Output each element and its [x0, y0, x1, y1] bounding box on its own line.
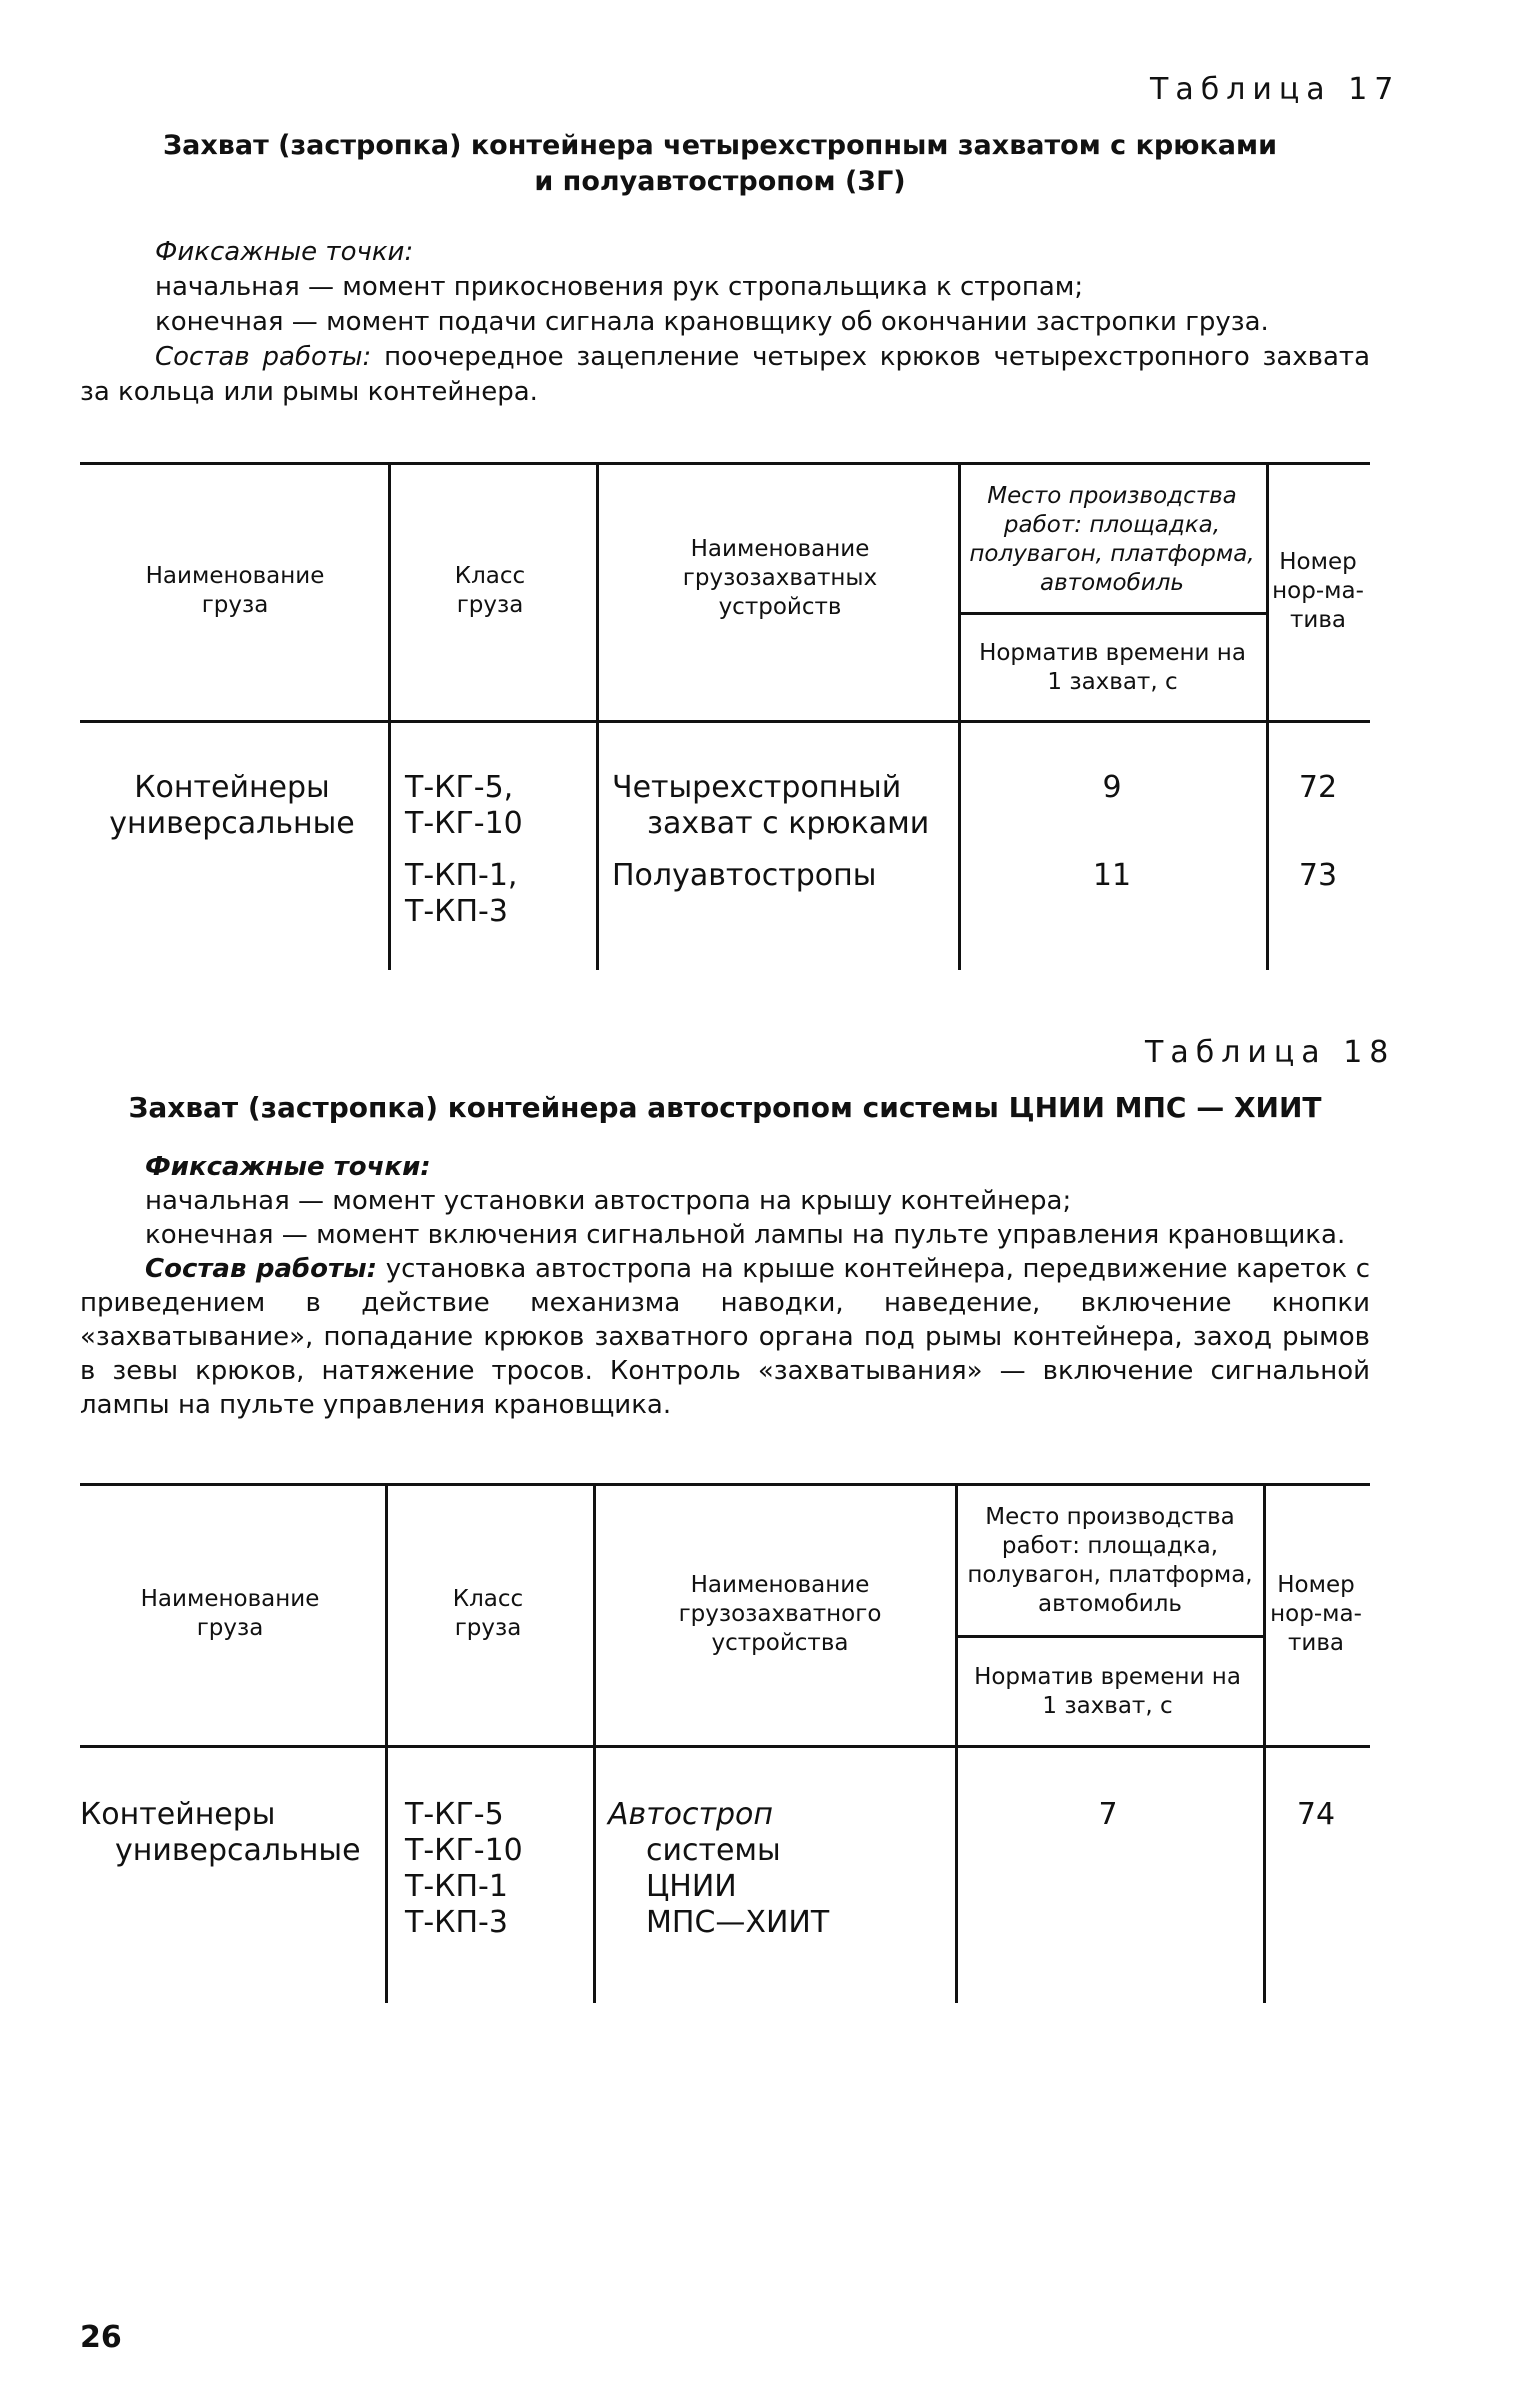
table17-header-cargo-name: Наименование груза [145, 563, 325, 618]
table17-work [80, 340, 1370, 410]
table18-row-cargo [80, 1797, 380, 1869]
table17-row2-class-line2: Т-КП-3 [405, 894, 508, 929]
table18-row-class [405, 1797, 585, 1941]
table18-header-cargo-name: Наименование груза [140, 1586, 320, 1641]
table18-start-point: начальная — момент установки автостропа на крышу контейнера; [145, 1186, 1072, 1216]
table17-row1-class-line1: Т-КГ-5, [405, 770, 514, 805]
table17-fix-section [80, 235, 1370, 410]
table17-label: Таблица 17 [1150, 72, 1401, 107]
table17-row1-device-line1: Четырехстропный [612, 770, 902, 805]
table18-row-norm: 74 [1296, 1797, 1336, 1832]
table17-row1-cargo: Контейнеры универсальные [109, 770, 355, 841]
table17-header-norm-time: Норматив времени на 1 захват, с [979, 639, 1246, 695]
table17-row1-norm: 72 [1298, 770, 1338, 805]
table18-row-cargo-line1: Контейнеры [80, 1797, 276, 1832]
table17-title-line1: Захват (застропка) контейнера четырехстропным захватом с крюками [162, 130, 1278, 161]
table18-row-class-3: Т-КП-1 [405, 1869, 508, 1904]
table18-row-device-line1: Автостроп [608, 1797, 774, 1832]
table17-work-text: поочередное зацепление четырех крюков четырехстропного захвата за кольца или рымы контейнера. [80, 342, 1370, 407]
table18-row-device-line3: ЦНИИ [646, 1869, 737, 1904]
page-number: 26 [80, 2320, 122, 2355]
table18-header-device: Наименование грузозахватного устройства [678, 1571, 882, 1656]
table18-row-class-2: Т-КГ-10 [405, 1833, 523, 1868]
table18-row-device-line2: системы [646, 1833, 781, 1868]
table18-header-norm-no: Номер нор-ма-тива [1270, 1571, 1362, 1656]
table18-header-cargo-class: Класс груза [452, 1586, 524, 1641]
table18-header-place: Место производства работ: площадка, полувагон, платформа, автомобиль [967, 1504, 1253, 1617]
table17-row2-device: Полуавтостропы [612, 858, 877, 893]
table18-label: Таблица 18 [1145, 1035, 1396, 1070]
table17-row2-class-line1: Т-КП-1, [405, 858, 518, 893]
table18-end-point: конечная — момент включения сигнальной лампы на пульте управления крановщика. [145, 1220, 1346, 1250]
table17-title [100, 128, 1340, 200]
table17-row1-time: 9 [1102, 770, 1122, 805]
table17-title-line2: и полуавтостропом (3Г) [534, 166, 906, 197]
table18-row-class-1: Т-КГ-5 [405, 1797, 504, 1832]
table18-row-device-line4: МПС—ХИИТ [646, 1905, 830, 1940]
table18-row-class-4: Т-КП-3 [405, 1905, 508, 1940]
table18-row-device [608, 1797, 948, 1941]
table17-fix-heading: Фиксажные точки: [155, 237, 414, 267]
table18-work [80, 1252, 1370, 1422]
table18-fix-section [80, 1150, 1370, 1422]
table17-header-norm-no: Номер нор-ма-тива [1272, 548, 1364, 633]
table17-row1-class [405, 770, 585, 842]
table18-header-norm-time: Норматив времени на 1 захват, с [974, 1663, 1241, 1719]
table17-row1-class-line2: Т-КГ-10 [405, 806, 523, 841]
table17-row1-device [612, 770, 952, 842]
table17-end-point: конечная — момент подачи сигнала крановщику об окончании застропки груза. [155, 307, 1269, 337]
table17-row2-time: 11 [1092, 858, 1132, 893]
table18-title: Захват (застропка) контейнера автостропом системы ЦНИИ МПС — ХИИТ [128, 1091, 1322, 1124]
table18-row-time: 7 [1098, 1797, 1118, 1832]
table17-row2-norm: 73 [1298, 858, 1338, 893]
table17-row1-device-line2: захват с крюками [647, 806, 930, 841]
table18-fix-heading: Фиксажные точки: [145, 1152, 431, 1182]
table17-row2-class [405, 858, 585, 930]
table18-row-cargo-line2: универсальные [115, 1833, 361, 1868]
table17-header-cargo-class: Класс груза [454, 563, 526, 618]
table17-start-point: начальная — момент прикосновения рук стропальщика к стропам; [155, 272, 1084, 302]
table18-work-text: установка автостропа на крыше контейнера, передвижение кареток с приведением в действие механизма наводки, наведение, включение кнопки «захватывание», попадание крюков захватного органа под рымы контейнера, заход рымов в зевы крюков, натяжение тросов. Контроль «захватывания» — включение сигнальной лампы на пульте управления крановщика. [80, 1254, 1370, 1420]
table17-work-label: Состав работы: [155, 342, 372, 372]
table17-header-place: Место производства работ: площадка, полувагон, платформа, автомобиль [969, 483, 1255, 596]
table17-header-device: Наименование грузозахватных устройств [682, 535, 878, 620]
table18-work-label: Состав работы: [145, 1254, 378, 1284]
